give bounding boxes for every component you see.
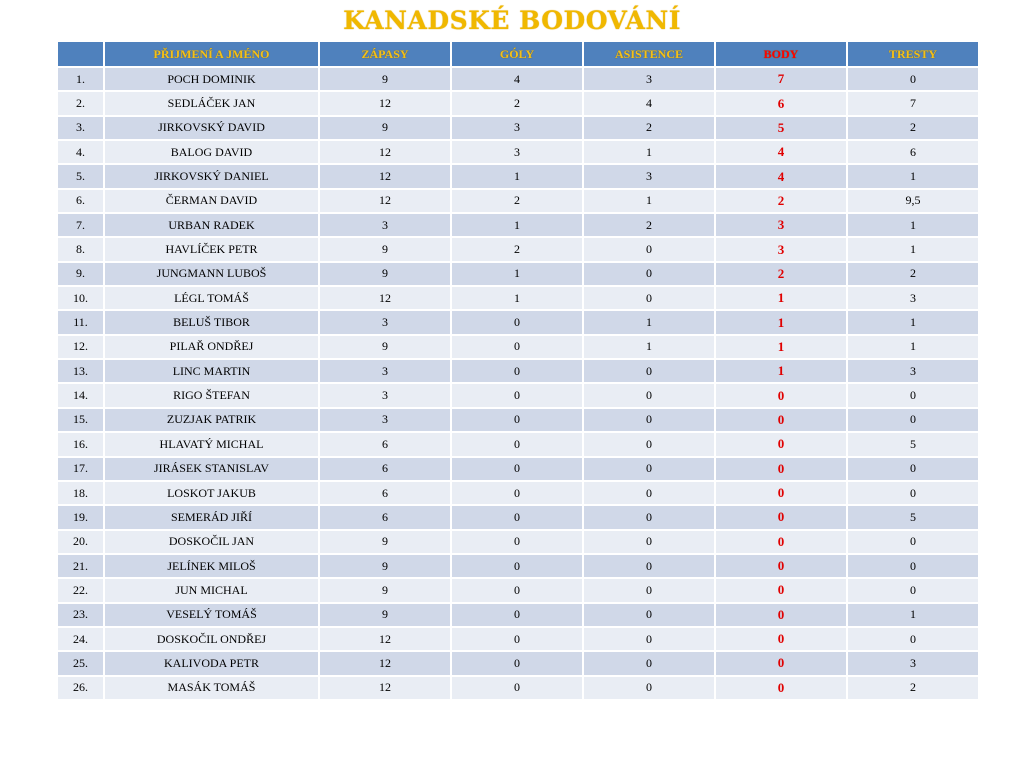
rank-cell: 17. xyxy=(57,457,104,481)
penalties-cell: 3 xyxy=(847,286,979,310)
assists-cell: 0 xyxy=(583,408,715,432)
table-row xyxy=(57,67,979,91)
games-cell: 12 xyxy=(319,164,451,188)
assists-cell: 0 xyxy=(583,676,715,700)
assists-cell: 0 xyxy=(583,530,715,554)
table-row xyxy=(57,213,979,237)
games-cell: 9 xyxy=(319,116,451,140)
assists-cell: 0 xyxy=(583,481,715,505)
rank-cell: 12. xyxy=(57,335,104,359)
player-name-cell: JUNGMANN LUBOŠ xyxy=(104,262,319,286)
player-name-cell: POCH DOMINIK xyxy=(104,67,319,91)
penalties-cell: 5 xyxy=(847,505,979,529)
games-cell: 3 xyxy=(319,213,451,237)
goals-cell: 0 xyxy=(451,627,583,651)
page-title: KANADSKÉ BODOVÁNÍ xyxy=(343,6,681,35)
penalties-cell: 3 xyxy=(847,651,979,675)
points-cell: 3 xyxy=(715,237,847,261)
goals-cell: 0 xyxy=(451,505,583,529)
table-row xyxy=(57,91,979,115)
table-row xyxy=(57,481,979,505)
games-cell: 6 xyxy=(319,481,451,505)
goals-cell: 3 xyxy=(451,140,583,164)
table-row xyxy=(57,335,979,359)
assists-cell: 0 xyxy=(583,505,715,529)
games-column-header: ZÁPASY xyxy=(319,41,451,67)
penalties-cell: 0 xyxy=(847,408,979,432)
player-name-cell: BELUŠ TIBOR xyxy=(104,310,319,334)
assists-cell: 0 xyxy=(583,359,715,383)
goals-cell: 2 xyxy=(451,91,583,115)
assists-cell: 4 xyxy=(583,91,715,115)
points-cell: 0 xyxy=(715,627,847,651)
table-row xyxy=(57,189,979,213)
player-name-cell: URBAN RADEK xyxy=(104,213,319,237)
points-cell: 0 xyxy=(715,554,847,578)
rank-cell: 13. xyxy=(57,359,104,383)
rank-cell: 8. xyxy=(57,237,104,261)
table-row xyxy=(57,432,979,456)
assists-cell: 0 xyxy=(583,651,715,675)
penalties-cell: 1 xyxy=(847,310,979,334)
games-cell: 12 xyxy=(319,627,451,651)
games-cell: 9 xyxy=(319,67,451,91)
player-name-cell: JIRKOVSKÝ DANIEL xyxy=(104,164,319,188)
player-name-cell: JIRÁSEK STANISLAV xyxy=(104,457,319,481)
table-row xyxy=(57,383,979,407)
penalties-cell: 0 xyxy=(847,578,979,602)
goals-cell: 4 xyxy=(451,67,583,91)
points-cell: 2 xyxy=(715,189,847,213)
assists-cell: 0 xyxy=(583,578,715,602)
player-name-cell: HAVLÍČEK PETR xyxy=(104,237,319,261)
table-row xyxy=(57,603,979,627)
assists-column-header: ASISTENCE xyxy=(583,41,715,67)
table-row xyxy=(57,164,979,188)
rank-cell: 25. xyxy=(57,651,104,675)
penalties-cell: 1 xyxy=(847,164,979,188)
penalties-cell: 1 xyxy=(847,237,979,261)
points-cell: 2 xyxy=(715,262,847,286)
points-cell: 7 xyxy=(715,67,847,91)
points-cell: 6 xyxy=(715,91,847,115)
games-cell: 3 xyxy=(319,383,451,407)
rank-cell: 5. xyxy=(57,164,104,188)
games-cell: 9 xyxy=(319,578,451,602)
points-cell: 0 xyxy=(715,603,847,627)
assists-cell: 0 xyxy=(583,383,715,407)
points-cell: 1 xyxy=(715,335,847,359)
table-row xyxy=(57,286,979,310)
player-name-cell: MASÁK TOMÁŠ xyxy=(104,676,319,700)
player-name-cell: ČERMAN DAVID xyxy=(104,189,319,213)
player-name-cell: LÉGL TOMÁŠ xyxy=(104,286,319,310)
points-cell: 0 xyxy=(715,481,847,505)
rank-cell: 21. xyxy=(57,554,104,578)
goals-cell: 1 xyxy=(451,213,583,237)
assists-cell: 0 xyxy=(583,457,715,481)
assists-cell: 2 xyxy=(583,116,715,140)
rank-cell: 4. xyxy=(57,140,104,164)
points-column-header: BODY xyxy=(715,41,847,67)
penalties-cell: 1 xyxy=(847,335,979,359)
table-row xyxy=(57,262,979,286)
goals-cell: 0 xyxy=(451,676,583,700)
goals-cell: 1 xyxy=(451,164,583,188)
table-row xyxy=(57,554,979,578)
player-name-cell: SEMERÁD JIŘÍ xyxy=(104,505,319,529)
player-name-cell: LINC MARTIN xyxy=(104,359,319,383)
points-cell: 0 xyxy=(715,676,847,700)
table-row xyxy=(57,408,979,432)
rank-cell: 11. xyxy=(57,310,104,334)
goals-cell: 1 xyxy=(451,286,583,310)
games-cell: 6 xyxy=(319,432,451,456)
header-row xyxy=(57,41,979,67)
points-cell: 3 xyxy=(715,213,847,237)
goals-cell: 2 xyxy=(451,237,583,261)
table-row xyxy=(57,116,979,140)
assists-cell: 0 xyxy=(583,262,715,286)
table-row xyxy=(57,530,979,554)
rank-cell: 26. xyxy=(57,676,104,700)
assists-cell: 0 xyxy=(583,627,715,651)
player-name-cell: ZUZJAK PATRIK xyxy=(104,408,319,432)
goals-cell: 0 xyxy=(451,359,583,383)
goals-cell: 0 xyxy=(451,408,583,432)
goals-cell: 0 xyxy=(451,335,583,359)
player-name-cell: JELÍNEK MILOŠ xyxy=(104,554,319,578)
table-row xyxy=(57,140,979,164)
penalties-cell: 0 xyxy=(847,383,979,407)
penalties-cell: 0 xyxy=(847,481,979,505)
points-cell: 0 xyxy=(715,578,847,602)
games-cell: 9 xyxy=(319,554,451,578)
table-row xyxy=(57,578,979,602)
player-name-cell: BALOG DAVID xyxy=(104,140,319,164)
assists-cell: 1 xyxy=(583,140,715,164)
games-cell: 12 xyxy=(319,140,451,164)
rank-cell: 10. xyxy=(57,286,104,310)
goals-cell: 0 xyxy=(451,578,583,602)
assists-cell: 1 xyxy=(583,335,715,359)
games-cell: 12 xyxy=(319,651,451,675)
player-name-cell: JIRKOVSKÝ DAVID xyxy=(104,116,319,140)
games-cell: 12 xyxy=(319,286,451,310)
penalties-cell: 1 xyxy=(847,213,979,237)
assists-cell: 1 xyxy=(583,310,715,334)
assists-cell: 3 xyxy=(583,67,715,91)
assists-cell: 2 xyxy=(583,213,715,237)
goals-cell: 1 xyxy=(451,262,583,286)
penalties-cell: 5 xyxy=(847,432,979,456)
assists-cell: 0 xyxy=(583,603,715,627)
games-cell: 3 xyxy=(319,408,451,432)
goals-cell: 0 xyxy=(451,651,583,675)
table-row xyxy=(57,651,979,675)
rank-cell: 2. xyxy=(57,91,104,115)
player-name-cell: VESELÝ TOMÁŠ xyxy=(104,603,319,627)
rank-cell: 6. xyxy=(57,189,104,213)
penalties-cell: 6 xyxy=(847,140,979,164)
penalties-cell: 3 xyxy=(847,359,979,383)
player-name-cell: KALIVODA PETR xyxy=(104,651,319,675)
games-cell: 6 xyxy=(319,505,451,529)
points-cell: 0 xyxy=(715,530,847,554)
goals-cell: 0 xyxy=(451,530,583,554)
rank-column-header xyxy=(57,41,104,67)
games-cell: 3 xyxy=(319,359,451,383)
goals-cell: 0 xyxy=(451,310,583,334)
rank-cell: 3. xyxy=(57,116,104,140)
penalties-cell: 0 xyxy=(847,554,979,578)
assists-cell: 0 xyxy=(583,286,715,310)
rank-cell: 22. xyxy=(57,578,104,602)
rank-cell: 23. xyxy=(57,603,104,627)
points-cell: 1 xyxy=(715,359,847,383)
goals-cell: 0 xyxy=(451,554,583,578)
player-name-cell: LOSKOT JAKUB xyxy=(104,481,319,505)
points-cell: 0 xyxy=(715,651,847,675)
rank-cell: 9. xyxy=(57,262,104,286)
penalties-cell: 2 xyxy=(847,262,979,286)
name-column-header: PŘIJMENÍ A JMÉNO xyxy=(104,41,319,67)
goals-cell: 0 xyxy=(451,383,583,407)
goals-column-header: GÓLY xyxy=(451,41,583,67)
games-cell: 12 xyxy=(319,189,451,213)
points-cell: 5 xyxy=(715,116,847,140)
goals-cell: 0 xyxy=(451,457,583,481)
rank-cell: 19. xyxy=(57,505,104,529)
points-cell: 0 xyxy=(715,408,847,432)
penalties-cell: 7 xyxy=(847,91,979,115)
penalties-cell: 0 xyxy=(847,627,979,651)
games-cell: 9 xyxy=(319,603,451,627)
rank-cell: 1. xyxy=(57,67,104,91)
games-cell: 3 xyxy=(319,310,451,334)
rank-cell: 20. xyxy=(57,530,104,554)
goals-cell: 2 xyxy=(451,189,583,213)
points-cell: 0 xyxy=(715,383,847,407)
rank-cell: 16. xyxy=(57,432,104,456)
points-cell: 0 xyxy=(715,457,847,481)
table-row xyxy=(57,359,979,383)
player-name-cell: PILAŘ ONDŘEJ xyxy=(104,335,319,359)
table-row xyxy=(57,237,979,261)
table-row xyxy=(57,310,979,334)
games-cell: 9 xyxy=(319,237,451,261)
goals-cell: 0 xyxy=(451,603,583,627)
player-name-cell: SEDLÁČEK JAN xyxy=(104,91,319,115)
points-cell: 0 xyxy=(715,505,847,529)
assists-cell: 3 xyxy=(583,164,715,188)
games-cell: 9 xyxy=(319,530,451,554)
table-body xyxy=(57,67,979,700)
table-row xyxy=(57,505,979,529)
goals-cell: 0 xyxy=(451,432,583,456)
points-cell: 1 xyxy=(715,310,847,334)
player-name-cell: DOSKOČIL JAN xyxy=(104,530,319,554)
player-name-cell: JUN MICHAL xyxy=(104,578,319,602)
penalties-column-header: TRESTY xyxy=(847,41,979,67)
penalties-cell: 2 xyxy=(847,676,979,700)
penalties-cell: 0 xyxy=(847,457,979,481)
goals-cell: 0 xyxy=(451,481,583,505)
penalties-cell: 0 xyxy=(847,67,979,91)
goals-cell: 3 xyxy=(451,116,583,140)
points-cell: 0 xyxy=(715,432,847,456)
penalties-cell: 1 xyxy=(847,603,979,627)
penalties-cell: 9,5 xyxy=(847,189,979,213)
assists-cell: 0 xyxy=(583,554,715,578)
games-cell: 6 xyxy=(319,457,451,481)
rank-cell: 18. xyxy=(57,481,104,505)
games-cell: 12 xyxy=(319,676,451,700)
penalties-cell: 2 xyxy=(847,116,979,140)
player-name-cell: RIGO ŠTEFAN xyxy=(104,383,319,407)
scoring-table xyxy=(56,40,980,701)
points-cell: 4 xyxy=(715,140,847,164)
player-name-cell: HLAVATÝ MICHAL xyxy=(104,432,319,456)
assists-cell: 0 xyxy=(583,432,715,456)
table-row xyxy=(57,627,979,651)
assists-cell: 0 xyxy=(583,237,715,261)
games-cell: 9 xyxy=(319,262,451,286)
points-cell: 1 xyxy=(715,286,847,310)
table-row xyxy=(57,676,979,700)
rank-cell: 7. xyxy=(57,213,104,237)
rank-cell: 14. xyxy=(57,383,104,407)
rank-cell: 24. xyxy=(57,627,104,651)
points-cell: 4 xyxy=(715,164,847,188)
penalties-cell: 0 xyxy=(847,530,979,554)
table-row xyxy=(57,457,979,481)
assists-cell: 1 xyxy=(583,189,715,213)
player-name-cell: DOSKOČIL ONDŘEJ xyxy=(104,627,319,651)
games-cell: 12 xyxy=(319,91,451,115)
rank-cell: 15. xyxy=(57,408,104,432)
games-cell: 9 xyxy=(319,335,451,359)
